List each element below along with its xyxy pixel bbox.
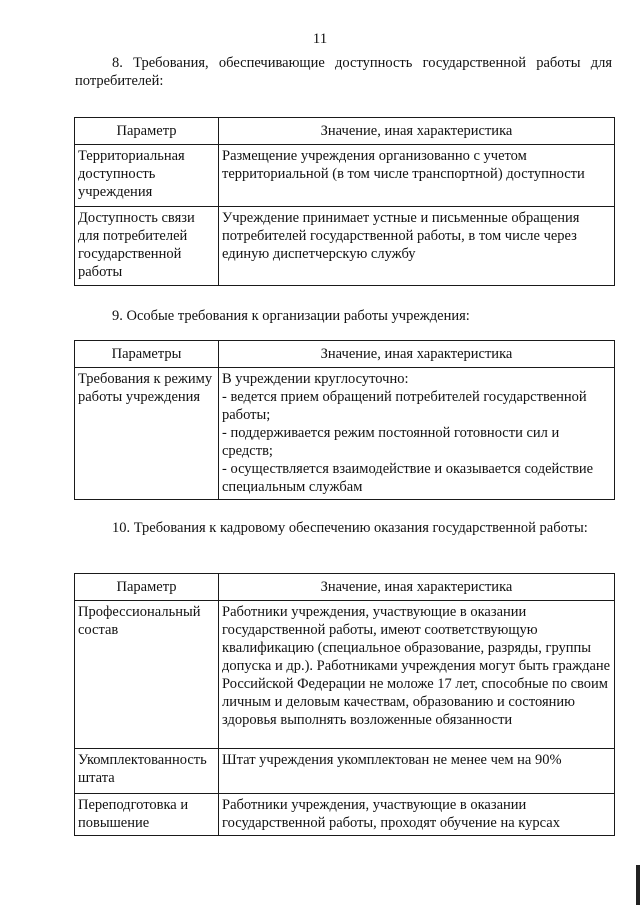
parameter-cell: Доступность связи для потребителей государственной работы [75,207,219,286]
scan-edge-mark [636,865,640,905]
parameter-cell: Укомплектованность штата [75,749,219,794]
section-8-table [74,117,615,286]
table-row [75,794,615,836]
column-header-parameter: Параметр [75,574,219,601]
value-cell: Учреждение принимает устные и письменные обращения потребителей государственной работы, в том числе через единую диспетчерскую службу [219,207,615,286]
value-cell: Работники учреждения, участвующие в оказании государственной работы, имеют соответствующую квалификацию (специальное образование, разряды, группы допуска и др.). Работниками учреждения могут быть граждане Российской Федерации не моложе 17 лет, способные по своим личным и деловым качествам, образованию и состоянию здоровья выполнять возложенные обязанности [219,601,615,749]
page-number: 11 [312,31,328,47]
table-row [75,749,615,794]
table-row [75,601,615,749]
section-9-table [74,340,615,500]
value-cell: Работники учреждения, участвующие в оказании государственной работы, проходят обучение на курсах [219,794,615,836]
table-row [75,368,615,500]
value-cell: Штат учреждения укомплектован не менее чем на 90% [219,749,615,794]
column-header-parameter: Параметр [75,118,219,145]
value-cell: Размещение учреждения организованно с учетом территориальной (в том числе транспортной) доступности [219,145,615,207]
column-header-parameter: Параметры [75,341,219,368]
column-header-value: Значение, иная характеристика [219,341,615,368]
table-header-row [75,341,615,368]
table-header-row [75,574,615,601]
section-10-table [74,573,615,836]
column-header-value: Значение, иная характеристика [219,574,615,601]
parameter-cell: Территориальная доступность учреждения [75,145,219,207]
table-row [75,207,615,286]
section-8-heading: 8. Требования, обеспечивающие доступность государственной работы для потребителей: [75,55,612,89]
parameter-cell: Профессиональный состав [75,601,219,749]
column-header-value: Значение, иная характеристика [219,118,615,145]
table-row [75,145,615,207]
section-10-heading: 10. Требования к кадровому обеспечению оказания государственной работы: [112,520,588,536]
section-9-heading: 9. Особые требования к организации работы учреждения: [112,308,470,324]
parameter-cell: Переподготовка и повышение [75,794,219,836]
table-header-row [75,118,615,145]
value-cell: В учреждении круглосуточно: - ведется прием обращений потребителей государственной работы; - поддерживается режим постоянной готовности сил и средств; - осуществляется взаимодействие и оказывается содействие специальным службам [219,368,615,500]
parameter-cell: Требования к режиму работы учреждения [75,368,219,500]
